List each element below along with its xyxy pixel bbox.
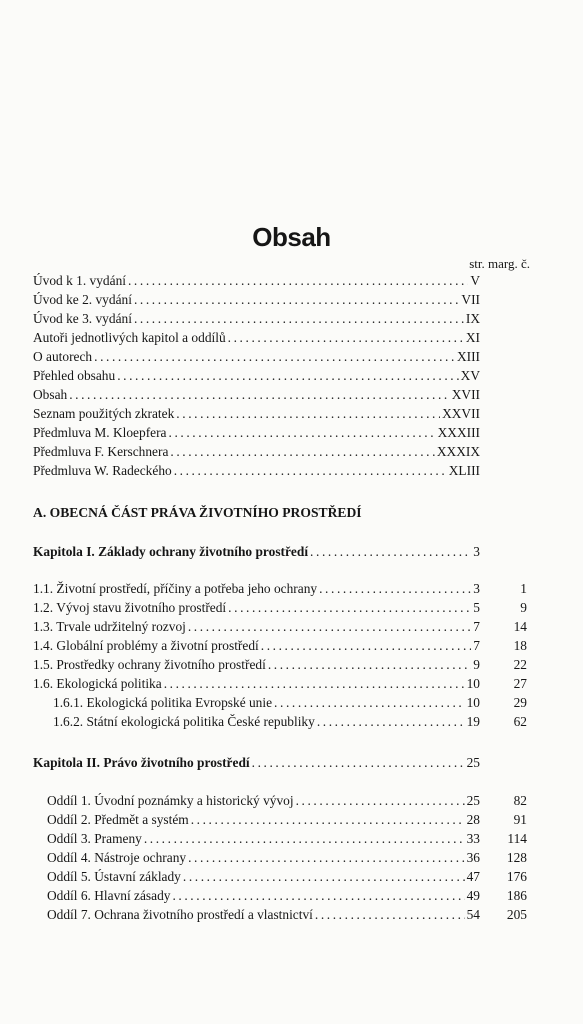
toc-entry-page: XXVII	[442, 406, 480, 421]
toc-entry-page: XVII	[451, 387, 480, 402]
section-entry[interactable]	[47, 849, 480, 867]
section-label: 1.5. Prostředky ochrany životního prostředí	[33, 657, 266, 672]
leader-dots	[252, 754, 465, 772]
toc-entry-page: XI	[465, 330, 480, 345]
toc-entry[interactable]	[33, 405, 480, 423]
section-label: 1.3. Trvale udržitelný rozvoj	[33, 619, 186, 634]
toc-entry[interactable]	[33, 291, 480, 309]
toc-entry[interactable]	[33, 367, 480, 385]
subsection-label: 1.6.1. Ekologická politika Evropské unie	[53, 695, 273, 710]
leader-dots	[310, 543, 471, 561]
toc-entry-page: IX	[465, 311, 480, 326]
chapter-label: Kapitola I. Základy ochrany životního prostředí	[33, 544, 309, 559]
toc-entry-page: XXXIX	[436, 444, 480, 459]
section-entry[interactable]	[33, 580, 480, 598]
section-page: 10	[466, 676, 480, 691]
leader-dots	[188, 618, 471, 636]
leader-dots	[128, 272, 468, 290]
leader-dots	[117, 367, 458, 385]
leader-dots	[228, 599, 471, 617]
section-entry[interactable]	[33, 618, 480, 636]
toc-entry[interactable]	[33, 272, 480, 290]
toc-entry-label: O autorech	[33, 349, 93, 364]
column-header: str. marg. č.	[469, 256, 530, 271]
toc-entry-page: VII	[461, 292, 480, 307]
toc-entry[interactable]	[33, 424, 480, 442]
subsection-entry[interactable]	[53, 713, 480, 731]
margin-number: 27	[513, 676, 527, 691]
section-entry[interactable]	[47, 887, 480, 905]
leader-dots	[134, 291, 459, 309]
section-entry[interactable]	[47, 906, 480, 924]
leader-dots	[268, 656, 471, 674]
leader-dots	[191, 811, 465, 829]
section-label: Oddíl 1. Úvodní poznámky a historický vývoj	[47, 793, 294, 808]
toc-entry-label: Autoři jednotlivých kapitol a oddílů	[33, 330, 226, 345]
section-page: 25	[466, 793, 480, 808]
toc-entry-label: Obsah	[33, 387, 68, 402]
section-page: 49	[466, 888, 480, 903]
leader-dots	[169, 424, 436, 442]
subsection-label: 1.6.2. Státní ekologická politika České republiky	[53, 714, 315, 729]
margin-number: 128	[506, 850, 527, 865]
section-label: Oddíl 3. Prameny	[47, 831, 142, 846]
subsection-entry[interactable]	[53, 694, 480, 712]
section-entry[interactable]	[33, 656, 480, 674]
section-page: 47	[466, 869, 480, 884]
subsection-page: 10	[466, 695, 480, 710]
section-page: 36	[466, 850, 480, 865]
toc-entry-label: Úvod ke 3. vydání	[33, 311, 132, 326]
toc-entry-page: XIII	[456, 349, 480, 364]
leader-dots	[134, 310, 464, 328]
chapter-entry[interactable]	[33, 754, 480, 772]
chapter-page: 25	[466, 755, 480, 770]
section-entry[interactable]	[47, 830, 480, 848]
page-title: Obsah	[252, 222, 331, 252]
section-entry[interactable]	[33, 637, 480, 655]
toc-entry-label: Úvod k 1. vydání	[33, 273, 126, 288]
margin-number: 18	[513, 638, 527, 653]
toc-entry-page: V	[470, 273, 480, 288]
margin-number: 91	[513, 812, 527, 827]
leader-dots	[174, 462, 447, 480]
toc-entry[interactable]	[33, 329, 480, 347]
margin-number: 82	[513, 793, 527, 808]
chapter-page: 3	[473, 544, 480, 559]
section-entry[interactable]	[33, 675, 480, 693]
chapter-entry[interactable]	[33, 543, 480, 561]
leader-dots	[274, 694, 465, 712]
toc-entry-label: Předmluva M. Kloepfera	[33, 425, 167, 440]
section-page: 9	[473, 657, 480, 672]
leader-dots	[94, 348, 455, 366]
leader-dots	[69, 386, 450, 404]
chapter-label: Kapitola II. Právo životního prostředí	[33, 755, 250, 770]
section-entry[interactable]	[47, 811, 480, 829]
section-label: 1.4. Globální problémy a životní prostředí	[33, 638, 259, 653]
toc-entry-label: Úvod ke 2. vydání	[33, 292, 132, 307]
toc-entry[interactable]	[33, 386, 480, 404]
section-page: 5	[473, 600, 480, 615]
margin-number: 29	[513, 695, 527, 710]
leader-dots	[144, 830, 465, 848]
leader-dots	[164, 675, 465, 693]
toc-entry[interactable]	[33, 348, 480, 366]
leader-dots	[172, 887, 464, 905]
leader-dots	[261, 637, 472, 655]
toc-entry-page: XXXIII	[437, 425, 480, 440]
section-label: 1.1. Životní prostředí, příčiny a potřeba jeho ochrany	[33, 581, 318, 596]
leader-dots	[296, 792, 465, 810]
leader-dots	[176, 405, 440, 423]
leader-dots	[170, 443, 434, 461]
leader-dots	[188, 849, 465, 867]
margin-number: 1	[520, 581, 527, 596]
section-label: Oddíl 7. Ochrana životního prostředí a vlastnictví	[47, 907, 313, 922]
margin-number: 114	[507, 831, 527, 846]
section-label: Oddíl 5. Ústavní základy	[47, 869, 181, 884]
leader-dots	[317, 713, 465, 731]
leader-dots	[228, 329, 464, 347]
margin-number: 186	[506, 888, 527, 903]
part-heading: A. OBECNÁ ČÁST PRÁVA ŽIVOTNÍHO PROSTŘEDÍ	[33, 505, 362, 520]
toc-entry-label: Předmluva F. Kerschnera	[33, 444, 169, 459]
toc-entry-label: Předmluva W. Radeckého	[33, 463, 172, 478]
toc-entry[interactable]	[33, 443, 480, 461]
toc-entry-page: XLIII	[448, 463, 480, 478]
leader-dots	[183, 868, 465, 886]
section-page: 7	[473, 619, 480, 634]
section-page: 7	[473, 638, 480, 653]
margin-number: 176	[506, 869, 527, 884]
section-page: 33	[466, 831, 480, 846]
margin-number: 62	[513, 714, 527, 729]
toc-entry[interactable]	[33, 462, 480, 480]
toc-entry-label: Seznam použitých zkratek	[33, 406, 175, 421]
toc-entry-page: XV	[460, 368, 480, 383]
section-entry[interactable]	[47, 792, 480, 810]
section-page: 54	[466, 907, 480, 922]
toc-entry[interactable]	[33, 310, 480, 328]
margin-number: 14	[513, 619, 527, 634]
section-label: Oddíl 2. Předmět a systém	[47, 812, 189, 827]
leader-dots	[315, 906, 465, 924]
toc-entry-label: Přehled obsahu	[33, 368, 116, 383]
section-label: 1.2. Vývoj stavu životního prostředí	[33, 600, 227, 615]
section-label: Oddíl 6. Hlavní zásady	[47, 888, 171, 903]
section-page: 28	[466, 812, 480, 827]
margin-number: 9	[520, 600, 527, 615]
subsection-page: 19	[466, 714, 480, 729]
section-page: 3	[473, 581, 480, 596]
section-label: Oddíl 4. Nástroje ochrany	[47, 850, 187, 865]
margin-number: 22	[513, 657, 527, 672]
margin-number: 205	[506, 907, 527, 922]
section-entry[interactable]	[33, 599, 480, 617]
section-entry[interactable]	[47, 868, 480, 886]
section-label: 1.6. Ekologická politika	[33, 676, 162, 691]
